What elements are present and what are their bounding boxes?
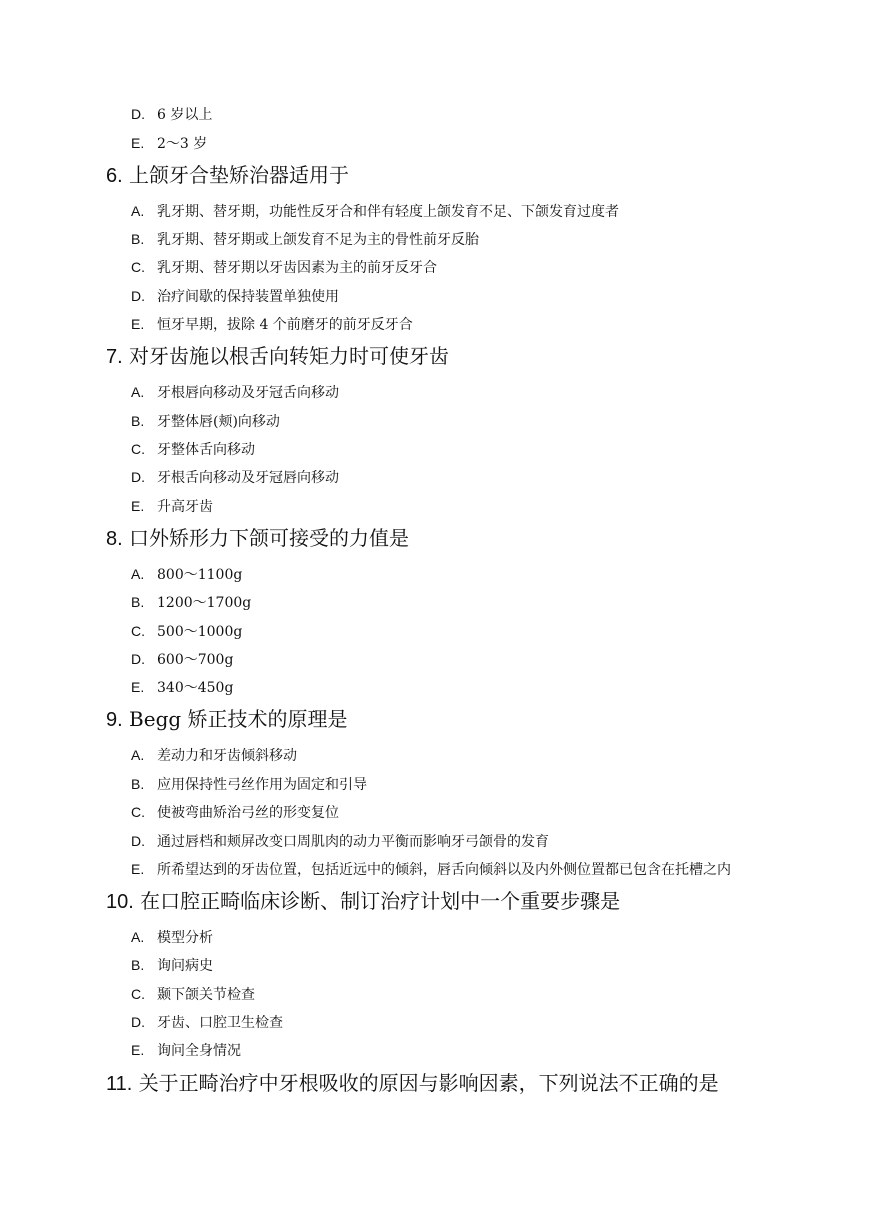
option-letter: D. bbox=[131, 651, 145, 667]
q7-option-b bbox=[131, 412, 280, 431]
option-letter: C. bbox=[131, 986, 145, 1002]
option-text: 1200～1700g bbox=[157, 595, 252, 611]
q10-option-d bbox=[131, 1013, 283, 1032]
question-text: 在口腔正畸临床诊断、制订治疗计划中一个重要步骤是 bbox=[140, 889, 621, 913]
option-text: 使被弯曲矫治弓丝的形变复位 bbox=[157, 805, 339, 821]
q8-option-e bbox=[131, 678, 233, 697]
option-letter: B. bbox=[131, 231, 145, 247]
q8-option-c bbox=[131, 622, 242, 641]
option-text: 升高牙齿 bbox=[157, 499, 213, 515]
option-letter: C. bbox=[131, 259, 145, 275]
option-letter: B. bbox=[131, 413, 145, 429]
option-text: 通过唇档和颊屏改变口周肌肉的动力平衡而影响牙弓颌骨的发育 bbox=[157, 834, 549, 850]
option-text: 500～1000g bbox=[157, 624, 243, 640]
question-text: 口外矫形力下颌可接受的力值是 bbox=[129, 526, 410, 550]
option-text: 牙整体舌向移动 bbox=[157, 442, 255, 458]
q7-option-e bbox=[131, 497, 213, 516]
option-text: 颞下颌关节检查 bbox=[157, 987, 255, 1003]
option-text: 牙齿、口腔卫生检查 bbox=[157, 1015, 283, 1031]
q10-option-c bbox=[131, 985, 255, 1004]
option-text: 应用保持性弓丝作用为固定和引导 bbox=[157, 777, 367, 793]
question-6 bbox=[106, 163, 349, 188]
q6-option-a bbox=[131, 202, 619, 221]
option-letter: C. bbox=[131, 441, 145, 457]
option-letter: B. bbox=[131, 776, 145, 792]
option-text: 恒牙早期，拔除 4 个前磨牙的前牙反牙合 bbox=[157, 317, 413, 333]
option-text: 800～1100g bbox=[157, 567, 243, 583]
option-text: 6 岁以上 bbox=[157, 107, 213, 123]
option-letter: E. bbox=[131, 135, 145, 151]
option-letter: A. bbox=[131, 384, 145, 400]
question-number: 6. bbox=[106, 165, 123, 187]
option-text: 乳牙期、替牙期或上颌发育不足为主的骨性前牙反胎 bbox=[157, 232, 479, 248]
option-letter: E. bbox=[131, 316, 145, 332]
question-number: 8. bbox=[106, 528, 123, 550]
q7-option-a bbox=[131, 383, 339, 402]
question-number: 11. bbox=[106, 1073, 133, 1095]
option-letter: A. bbox=[131, 929, 145, 945]
q9-option-d bbox=[131, 832, 549, 851]
q6-option-c bbox=[131, 258, 437, 277]
q10-option-a bbox=[131, 928, 213, 947]
question-text: Begg 矫正技术的原理是 bbox=[129, 707, 348, 731]
question-11 bbox=[106, 1071, 719, 1096]
option-letter: C. bbox=[131, 623, 145, 639]
option-letter: E. bbox=[131, 498, 145, 514]
question-number: 10. bbox=[106, 891, 134, 913]
option-text: 询问全身情况 bbox=[157, 1043, 241, 1059]
option-letter: A. bbox=[131, 203, 145, 219]
q9-option-b bbox=[131, 775, 367, 794]
option-letter: B. bbox=[131, 594, 145, 610]
q9-option-c bbox=[131, 803, 339, 822]
option-letter: D. bbox=[131, 106, 145, 122]
option-text: 600～700g bbox=[157, 652, 234, 668]
option-text: 模型分析 bbox=[157, 930, 213, 946]
option-text: 询问病史 bbox=[157, 958, 213, 974]
q6-option-e bbox=[131, 315, 413, 334]
option-letter: D. bbox=[131, 1014, 145, 1030]
option-letter: E. bbox=[131, 861, 145, 877]
option-text: 牙根唇向移动及牙冠舌向移动 bbox=[157, 385, 339, 401]
q10-option-e bbox=[131, 1041, 241, 1060]
prev-option-d bbox=[131, 105, 212, 124]
option-text: 牙根舌向移动及牙冠唇向移动 bbox=[157, 470, 339, 486]
q7-option-d bbox=[131, 468, 339, 487]
option-text: 差动力和牙齿倾斜移动 bbox=[157, 748, 297, 764]
option-text: 治疗间歇的保持装置单独使用 bbox=[157, 289, 339, 305]
prev-option-e bbox=[131, 134, 207, 153]
question-7 bbox=[106, 344, 449, 369]
option-letter: E. bbox=[131, 1042, 145, 1058]
question-number: 7. bbox=[106, 346, 123, 368]
q10-option-b bbox=[131, 956, 213, 975]
option-letter: D. bbox=[131, 469, 145, 485]
option-text: 乳牙期、替牙期，功能性反牙合和伴有轻度上颌发育不足、下颌发育过度者 bbox=[157, 204, 619, 220]
option-text: 2～3 岁 bbox=[157, 136, 208, 152]
option-letter: D. bbox=[131, 833, 145, 849]
option-text: 乳牙期、替牙期以牙齿因素为主的前牙反牙合 bbox=[157, 260, 437, 276]
q9-option-a bbox=[131, 746, 297, 765]
q9-option-e bbox=[131, 860, 731, 879]
q8-option-d bbox=[131, 650, 233, 669]
q8-option-b bbox=[131, 593, 251, 612]
q7-option-c bbox=[131, 440, 255, 459]
q6-option-b bbox=[131, 230, 479, 249]
option-letter: B. bbox=[131, 957, 145, 973]
question-number: 9. bbox=[106, 709, 123, 731]
option-letter: A. bbox=[131, 566, 145, 582]
option-letter: E. bbox=[131, 679, 145, 695]
question-10 bbox=[106, 889, 620, 914]
option-letter: D. bbox=[131, 288, 145, 304]
option-text: 所希望达到的牙齿位置，包括近远中的倾斜，唇舌向倾斜以及内外侧位置都已包含在托槽之内 bbox=[157, 862, 731, 878]
option-text: 340～450g bbox=[157, 680, 234, 696]
q8-option-a bbox=[131, 565, 242, 584]
question-text: 对牙齿施以根舌向转矩力时可使牙齿 bbox=[129, 344, 450, 368]
question-8 bbox=[106, 526, 409, 551]
option-text: 牙整体唇(颊)向移动 bbox=[157, 414, 280, 430]
question-9 bbox=[106, 707, 348, 732]
option-letter: C. bbox=[131, 804, 145, 820]
question-text: 上颌牙合垫矫治器适用于 bbox=[129, 163, 350, 187]
option-letter: A. bbox=[131, 747, 145, 763]
q6-option-d bbox=[131, 287, 339, 306]
question-text: 关于正畸治疗中牙根吸收的原因与影响因素，下列说法不正确的是 bbox=[138, 1071, 719, 1095]
